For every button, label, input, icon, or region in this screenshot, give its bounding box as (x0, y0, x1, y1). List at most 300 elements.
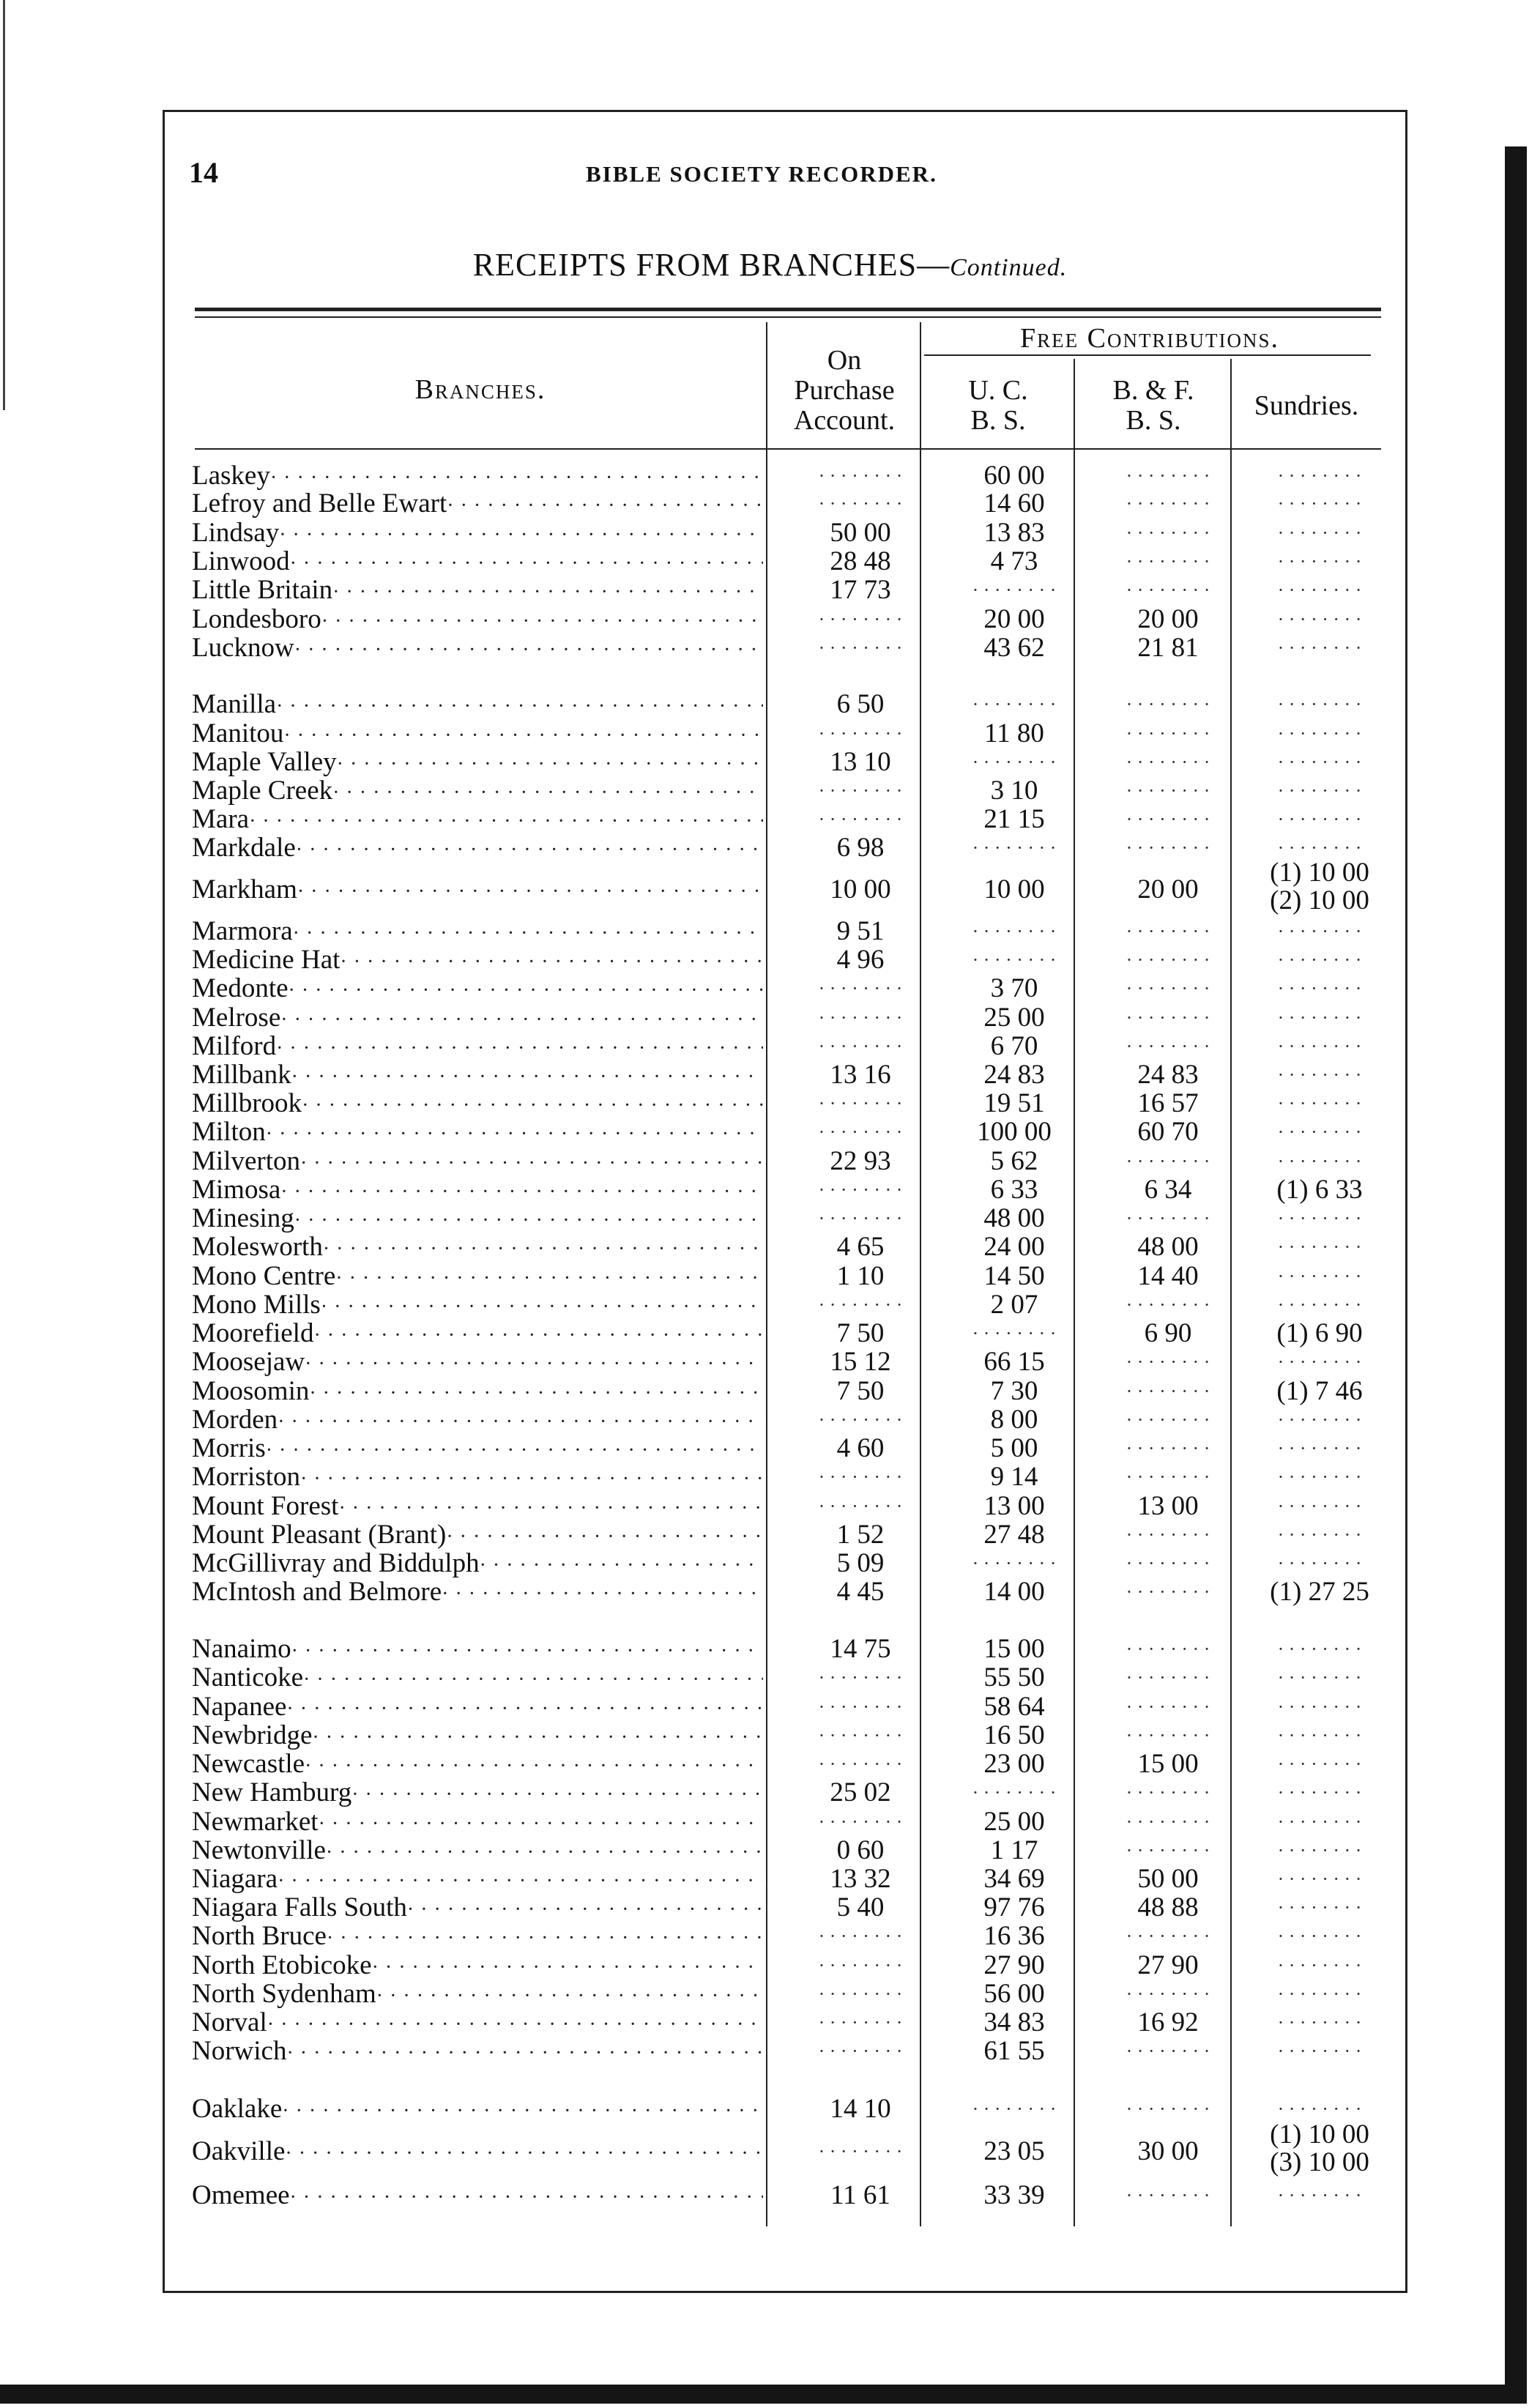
ucbs-amount: · · · · · · · · (972, 1323, 1057, 1344)
leader-dots (309, 1377, 763, 1408)
sundries-amount: · · · · · · · · (1277, 723, 1362, 744)
scan-edge-left (3, 0, 5, 410)
table-row (192, 833, 1378, 863)
branch-name-text: New Hamburg (192, 1777, 352, 1807)
ucbs-amount: 5 00 (990, 1433, 1038, 1463)
leader-dots (280, 1175, 763, 1207)
branch-name (192, 2037, 763, 2068)
purchase-amount: · · · · · · · · (818, 1208, 903, 1229)
section-title (0, 246, 1540, 283)
sundries-amount: · · · · · · · · (1277, 1782, 1362, 1803)
bfbs-amount: 27 90 (1137, 1950, 1199, 1980)
purchase-amount: · · · · · · · · (818, 1753, 903, 1775)
leader-dots (266, 1434, 763, 1465)
branch-name-text: North Bruce (192, 1921, 327, 1951)
branch-name-text: Moorefield (192, 1318, 314, 1348)
purchase-amount: 13 10 (830, 747, 891, 777)
table-row (192, 489, 1378, 519)
branch-name (192, 1262, 763, 1293)
purchase-amount: 13 16 (830, 1060, 891, 1090)
purchase-amount: · · · · · · · · (818, 1121, 903, 1142)
purchase-amount: · · · · · · · · (818, 637, 903, 658)
purchase-amount: 4 96 (836, 945, 885, 975)
sundries-amount: · · · · · · · · (1277, 1925, 1362, 1947)
sundries-amount: · · · · · · · · (1277, 1466, 1362, 1487)
branch-name (192, 1032, 763, 1063)
table-row (192, 1032, 1378, 1061)
sundries-amount: · · · · · · · · (1277, 1495, 1362, 1517)
ucbs-amount: 34 83 (983, 2007, 1045, 2037)
table-row (192, 1750, 1378, 1779)
branch-name (192, 1434, 763, 1465)
purchase-amount: · · · · · · · · (818, 809, 903, 830)
purchase-amount: 4 65 (836, 1232, 885, 1262)
bfbs-amount: 24 83 (1137, 1060, 1199, 1090)
ucbs-amount: 8 00 (990, 1405, 1038, 1435)
table-row (192, 1233, 1378, 1262)
branch-name-text: Norval (192, 2007, 267, 2037)
leader-dots (278, 1865, 763, 1896)
table-row (192, 2095, 1378, 2124)
branch-name-text: Markdale (192, 833, 296, 863)
bfbs-amount: 6 90 (1144, 1318, 1192, 1348)
branch-name-text: Norwich (192, 2036, 287, 2066)
table-row (192, 1692, 1378, 1722)
branch-name (192, 833, 763, 865)
branch-name (192, 1377, 763, 1408)
bfbs-amount: · · · · · · · · (1126, 694, 1210, 715)
branch-name (192, 875, 763, 907)
sundries-header: Sundries. (1254, 390, 1359, 421)
purchase-amount: · · · · · · · · (818, 1667, 903, 1688)
bfbs-amount: · · · · · · · · (1126, 949, 1210, 970)
leader-dots (280, 1003, 763, 1035)
bfbs-amount: · · · · · · · · (1126, 465, 1210, 486)
bfbs-amount: · · · · · · · · (1126, 780, 1210, 801)
sundries-amount: · · · · · · · · (1277, 1897, 1362, 1918)
branch-name (192, 748, 763, 779)
table-row (192, 1549, 1378, 1578)
table-row (192, 1405, 1378, 1435)
table-row (192, 1118, 1378, 1147)
sundries-amount: · · · · · · · · (1277, 1811, 1362, 1832)
purchase-amount: · · · · · · · · (818, 1007, 903, 1028)
bfbs-amount: · · · · · · · · (1126, 1294, 1210, 1315)
branch-name (192, 776, 763, 808)
branch-name (192, 974, 763, 1006)
bfbs-amount: 60 70 (1137, 1117, 1199, 1147)
bfbs-amount: · · · · · · · · (1126, 1151, 1210, 1172)
bfbs-amount: · · · · · · · · (1126, 493, 1210, 514)
bfbs-amount: 50 00 (1137, 1864, 1199, 1894)
sundries-amount: · · · · · · · · (1277, 1121, 1362, 1142)
branch-name-text: Medicine Hat (192, 945, 341, 975)
table-row (192, 1175, 1378, 1205)
bfbs-header-line2: B. S. (1126, 405, 1181, 436)
branch-name (192, 1175, 763, 1207)
branch-name (192, 1951, 763, 1982)
bfbs-amount: · · · · · · · · (1126, 1351, 1210, 1372)
table-row (192, 2037, 1378, 2066)
branch-name (192, 1865, 763, 1896)
sundries-amount: · · · · · · · · (1277, 1725, 1362, 1746)
leader-dots (300, 1463, 763, 1494)
bfbs-amount: 16 92 (1137, 2007, 1199, 2037)
sundries-amount: · · · · · · · · (1277, 2012, 1362, 2033)
branch-name-text: Mara (192, 804, 250, 834)
bfbs-amount: · · · · · · · · (1126, 1581, 1210, 1602)
leader-dots (338, 1492, 763, 1523)
scan-edge-bottom (0, 2385, 1527, 2404)
table-row (192, 1147, 1378, 1176)
table-row (192, 1520, 1378, 1550)
ucbs-amount: 66 15 (983, 1347, 1045, 1377)
leader-dots (297, 875, 763, 907)
branch-name-text: Nanaimo (192, 1634, 291, 1664)
bfbs-amount: · · · · · · · · (1126, 522, 1210, 543)
sundries-amount: · · · · · · · · (1277, 522, 1362, 543)
table-row (192, 1003, 1378, 1033)
branch-name (192, 1893, 763, 1925)
purchase-amount: · · · · · · · · (818, 609, 903, 630)
table-top-rule (195, 308, 1381, 311)
bfbs-header-line1: B. & F. (1112, 375, 1194, 406)
leader-dots (293, 917, 763, 948)
branch-name (192, 2095, 763, 2126)
running-head: BIBLE SOCIETY RECORDER. (586, 161, 937, 187)
branch-name (192, 1750, 763, 1781)
bfbs-amount: · · · · · · · · (1126, 1925, 1210, 1947)
purchase-amount: · · · · · · · · (818, 978, 903, 999)
branch-name (192, 1549, 763, 1580)
purchase-amount: 7 50 (836, 1376, 885, 1406)
bfbs-amount: · · · · · · · · (1126, 978, 1210, 999)
purchase-amount: · · · · · · · · (818, 1093, 903, 1114)
sundries-amount: · · · · · · · · (1277, 1151, 1362, 1172)
ucbs-amount: 25 00 (983, 1807, 1045, 1837)
purchase-amount: 0 60 (836, 1835, 885, 1865)
purchase-amount: · · · · · · · · (818, 1495, 903, 1517)
branch-name (192, 1405, 763, 1437)
bfbs-amount: · · · · · · · · (1126, 723, 1210, 744)
ucbs-amount: 20 00 (983, 604, 1045, 634)
bfbs-amount: · · · · · · · · (1126, 1696, 1210, 1717)
leader-dots (267, 2008, 763, 2040)
leader-dots (290, 2181, 763, 2212)
branch-name-text: Millbrook (192, 1088, 302, 1118)
page-number: 14 (189, 156, 218, 189)
branch-name (192, 1922, 763, 1953)
purchase-amount: · · · · · · · · (818, 2040, 903, 2062)
branch-name (192, 690, 763, 721)
bfbs-amount: · · · · · · · · (1126, 1438, 1210, 1459)
leader-dots (312, 1721, 763, 1753)
branch-name (192, 576, 763, 607)
table-row (192, 1089, 1378, 1118)
table-row (192, 1778, 1378, 1807)
leader-dots (282, 2095, 763, 2126)
branch-name (192, 1463, 763, 1494)
sundries-amount-line1: (1) 10 00 (1270, 858, 1369, 888)
table-row (192, 1836, 1378, 1865)
table-row (192, 633, 1378, 663)
bfbs-amount: · · · · · · · · (1126, 579, 1210, 601)
sundries-amount: · · · · · · · · (1277, 1983, 1362, 2004)
branch-name (192, 1204, 763, 1235)
branch-name-text: Morris (192, 1433, 266, 1463)
table-row (192, 1865, 1378, 1894)
branch-name-text: Minesing (192, 1203, 294, 1233)
branch-name-text: McIntosh and Belmore (192, 1577, 442, 1607)
branch-name-text: Nanticoke (192, 1662, 304, 1692)
branch-name (192, 1290, 763, 1322)
branch-name (192, 1578, 763, 1609)
leader-dots (351, 1778, 763, 1810)
ucbs-amount: 1 17 (990, 1835, 1038, 1865)
table-row (192, 1951, 1378, 1980)
ucbs-amount: · · · · · · · · (972, 1782, 1057, 1803)
bfbs-amount: 48 88 (1137, 1892, 1199, 1922)
sundries-amount: · · · · · · · · (1277, 949, 1362, 970)
ucbs-header-line2: B. S. (970, 405, 1026, 436)
purchase-amount: · · · · · · · · (818, 1696, 903, 1717)
purchase-amount: · · · · · · · · (818, 1925, 903, 1947)
table-row (192, 858, 1378, 915)
leader-dots (249, 805, 763, 836)
table-row (192, 1635, 1378, 1664)
branch-name-text: Oaklake (192, 2094, 283, 2124)
leader-dots (332, 576, 763, 607)
purchase-amount: · · · · · · · · (818, 2012, 903, 2033)
ucbs-amount: 23 05 (983, 2136, 1045, 2166)
branch-name (192, 2137, 763, 2169)
leader-dots (300, 1147, 763, 1178)
ucbs-amount: 15 00 (983, 1634, 1045, 1664)
leader-dots (290, 547, 763, 579)
branch-name-text: Morden (192, 1405, 278, 1435)
leader-dots (289, 974, 763, 1006)
sundries-amount: · · · · · · · · (1277, 1753, 1362, 1775)
ucbs-amount: 97 76 (983, 1892, 1045, 1922)
sundries-amount: · · · · · · · · (1277, 1351, 1362, 1372)
ucbs-header-line1: U. C. (968, 375, 1028, 406)
branch-name (192, 633, 763, 665)
branch-name (192, 605, 763, 636)
ucbs-amount: 9 14 (990, 1462, 1038, 1492)
leader-dots (313, 1319, 763, 1350)
purchase-amount: 14 10 (830, 2094, 891, 2124)
purchase-amount: · · · · · · · · (818, 1466, 903, 1487)
purchase-header-line1: On (827, 345, 862, 376)
leader-dots (326, 1836, 763, 1868)
purchase-amount: 10 00 (830, 874, 891, 904)
ucbs-amount: · · · · · · · · (972, 694, 1057, 715)
branch-name (192, 2008, 763, 2040)
sundries-amount: · · · · · · · · (1277, 1007, 1362, 1028)
branch-name-text: Milton (192, 1117, 266, 1147)
sundries-amount: · · · · · · · · (1277, 609, 1362, 630)
branch-name-text: Maple Valley (192, 747, 337, 777)
leader-dots (286, 1692, 763, 1724)
leader-dots (337, 748, 763, 779)
sundries-amount-line2: (3) 10 00 (1270, 2147, 1369, 2177)
branch-name-text: Linwood (192, 546, 290, 576)
sundries-amount: · · · · · · · · (1277, 1696, 1362, 1717)
ucbs-amount: 25 00 (983, 1003, 1045, 1033)
branch-name (192, 1118, 763, 1149)
leader-dots (480, 1549, 763, 1580)
sundries-amount: · · · · · · · · (1277, 1409, 1362, 1430)
bfbs-amount: · · · · · · · · (1126, 1725, 1210, 1746)
table-row (192, 1348, 1378, 1377)
sundries-amount: · · · · · · · · (1277, 1667, 1362, 1688)
branch-name-text: Millbank (192, 1060, 291, 1090)
sundries-amount-line1: (1) 10 00 (1270, 2119, 1369, 2149)
branch-name (192, 1147, 763, 1178)
leader-dots (442, 1578, 763, 1609)
table-row (192, 917, 1378, 946)
leader-dots (407, 1893, 763, 1925)
bfbs-amount: 16 57 (1137, 1088, 1199, 1118)
branch-name-text: Newcastle (192, 1749, 305, 1779)
leader-dots (279, 519, 763, 550)
header-bottom-rule (195, 448, 1381, 450)
table-row (192, 2119, 1378, 2177)
bfbs-amount: 20 00 (1137, 874, 1199, 904)
ucbs-amount: 19 51 (983, 1088, 1045, 1118)
branch-name (192, 1060, 763, 1092)
sundries-amount: · · · · · · · · (1277, 493, 1362, 514)
ucbs-amount: · · · · · · · · (972, 751, 1057, 773)
sundries-amount: · · · · · · · · (1277, 1438, 1362, 1459)
purchase-amount: · · · · · · · · (818, 723, 903, 744)
purchase-amount: 15 12 (830, 1347, 891, 1377)
ucbs-amount: 60 00 (983, 461, 1045, 491)
branch-name (192, 1980, 763, 2011)
branch-name-text: Newbridge (192, 1720, 313, 1750)
sundries-amount: · · · · · · · · (1277, 1294, 1362, 1315)
sundries-amount (1246, 2121, 1393, 2177)
bfbs-amount: · · · · · · · · (1126, 2098, 1210, 2119)
branch-name-text: Milford (192, 1031, 277, 1061)
page-frame-bottom (163, 2291, 1407, 2293)
branch-name (192, 1692, 763, 1724)
branch-name-text: Lefroy and Belle Ewart (192, 488, 447, 519)
table-row (192, 1980, 1378, 2009)
branch-name (192, 945, 763, 977)
leader-dots (340, 945, 763, 977)
bfbs-amount: · · · · · · · · (1126, 921, 1210, 942)
branch-name-text: Mimosa (192, 1175, 281, 1205)
branch-name (192, 719, 763, 751)
branch-name-text: Mono Centre (192, 1261, 336, 1291)
purchase-amount: · · · · · · · · (818, 1983, 903, 2004)
bfbs-amount: · · · · · · · · (1126, 1208, 1210, 1229)
branch-name (192, 1089, 763, 1121)
sundries-amount: · · · · · · · · (1277, 809, 1362, 830)
ucbs-amount: 23 00 (983, 1749, 1045, 1779)
section-title-main: RECEIPTS FROM BRANCHES— (472, 247, 951, 283)
ucbs-amount: · · · · · · · · (972, 921, 1057, 942)
sundries-amount: · · · · · · · · (1277, 2185, 1362, 2206)
purchase-amount: 4 45 (836, 1577, 885, 1607)
purchase-amount: 7 50 (836, 1318, 885, 1348)
sundries-amount: · · · · · · · · (1277, 1524, 1362, 1545)
bfbs-amount: · · · · · · · · (1126, 2040, 1210, 2062)
branch-name (192, 1492, 763, 1523)
branch-name-text: Manitou (192, 718, 284, 748)
sundries-amount: · · · · · · · · (1277, 2098, 1362, 2119)
leader-dots (446, 1520, 763, 1552)
leader-dots (319, 1807, 763, 1839)
purchase-amount: · · · · · · · · (818, 1409, 903, 1430)
sundries-amount: · · · · · · · · (1277, 1208, 1362, 1229)
ucbs-amount: 34 69 (983, 1864, 1045, 1894)
branch-name (192, 1663, 763, 1695)
purchase-amount: · · · · · · · · (818, 493, 903, 514)
bfbs-amount: · · · · · · · · (1126, 751, 1210, 773)
leader-dots (447, 489, 763, 521)
branches-header: Branches. (414, 374, 546, 405)
ucbs-amount: 61 55 (983, 2036, 1045, 2066)
ucbs-amount: · · · · · · · · (972, 579, 1057, 601)
branch-name-text: Omemee (192, 2180, 290, 2210)
table-row (192, 1807, 1378, 1837)
purchase-amount: 17 73 (830, 575, 891, 605)
branch-name (192, 1348, 763, 1379)
table-row (192, 1578, 1378, 1607)
purchase-amount: · · · · · · · · (818, 780, 903, 801)
ucbs-amount: 11 80 (984, 718, 1044, 748)
table-row (192, 461, 1378, 491)
sundries-amount: · · · · · · · · (1277, 579, 1362, 601)
ucbs-amount: 6 33 (990, 1175, 1038, 1205)
leader-dots (305, 1750, 763, 1781)
branch-name-text: North Etobicoke (192, 1950, 372, 1980)
ucbs-amount: 24 00 (983, 1232, 1045, 1262)
bfbs-amount: 15 00 (1137, 1749, 1199, 1779)
branch-name-text: McGillivray and Biddulph (192, 1548, 480, 1578)
leader-dots (286, 2037, 763, 2068)
bfbs-amount: · · · · · · · · (1126, 1380, 1210, 1402)
branch-name-text: Manilla (192, 689, 277, 719)
branch-name-text: Napanee (192, 1692, 287, 1722)
leader-dots (372, 1951, 763, 1982)
ucbs-amount: 43 62 (983, 633, 1045, 663)
purchase-amount: 11 61 (830, 2180, 890, 2210)
sundries-amount: · · · · · · · · (1277, 1868, 1362, 1889)
branch-name-text: Mono Mills (192, 1290, 321, 1320)
purchase-amount: 6 98 (836, 833, 885, 863)
bfbs-amount: 30 00 (1137, 2136, 1199, 2166)
purchase-amount: 1 52 (836, 1520, 885, 1550)
purchase-amount: · · · · · · · · (818, 1955, 903, 1976)
leader-dots (266, 1118, 763, 1149)
table-row (192, 1319, 1378, 1348)
table-row (192, 805, 1378, 834)
sundries-amount: · · · · · · · · (1277, 1840, 1362, 1861)
table-row (192, 1922, 1378, 1951)
scan-edge-right (1505, 146, 1527, 2387)
table-row (192, 1463, 1378, 1492)
purchase-amount: 6 50 (836, 689, 885, 719)
branch-name (192, 1721, 763, 1753)
bfbs-amount: 14 40 (1137, 1261, 1199, 1291)
bfbs-amount: · · · · · · · · (1126, 1638, 1210, 1660)
bfbs-amount: 13 00 (1137, 1491, 1199, 1521)
ucbs-amount: 5 62 (990, 1146, 1038, 1176)
purchase-amount: · · · · · · · · (818, 1179, 903, 1200)
